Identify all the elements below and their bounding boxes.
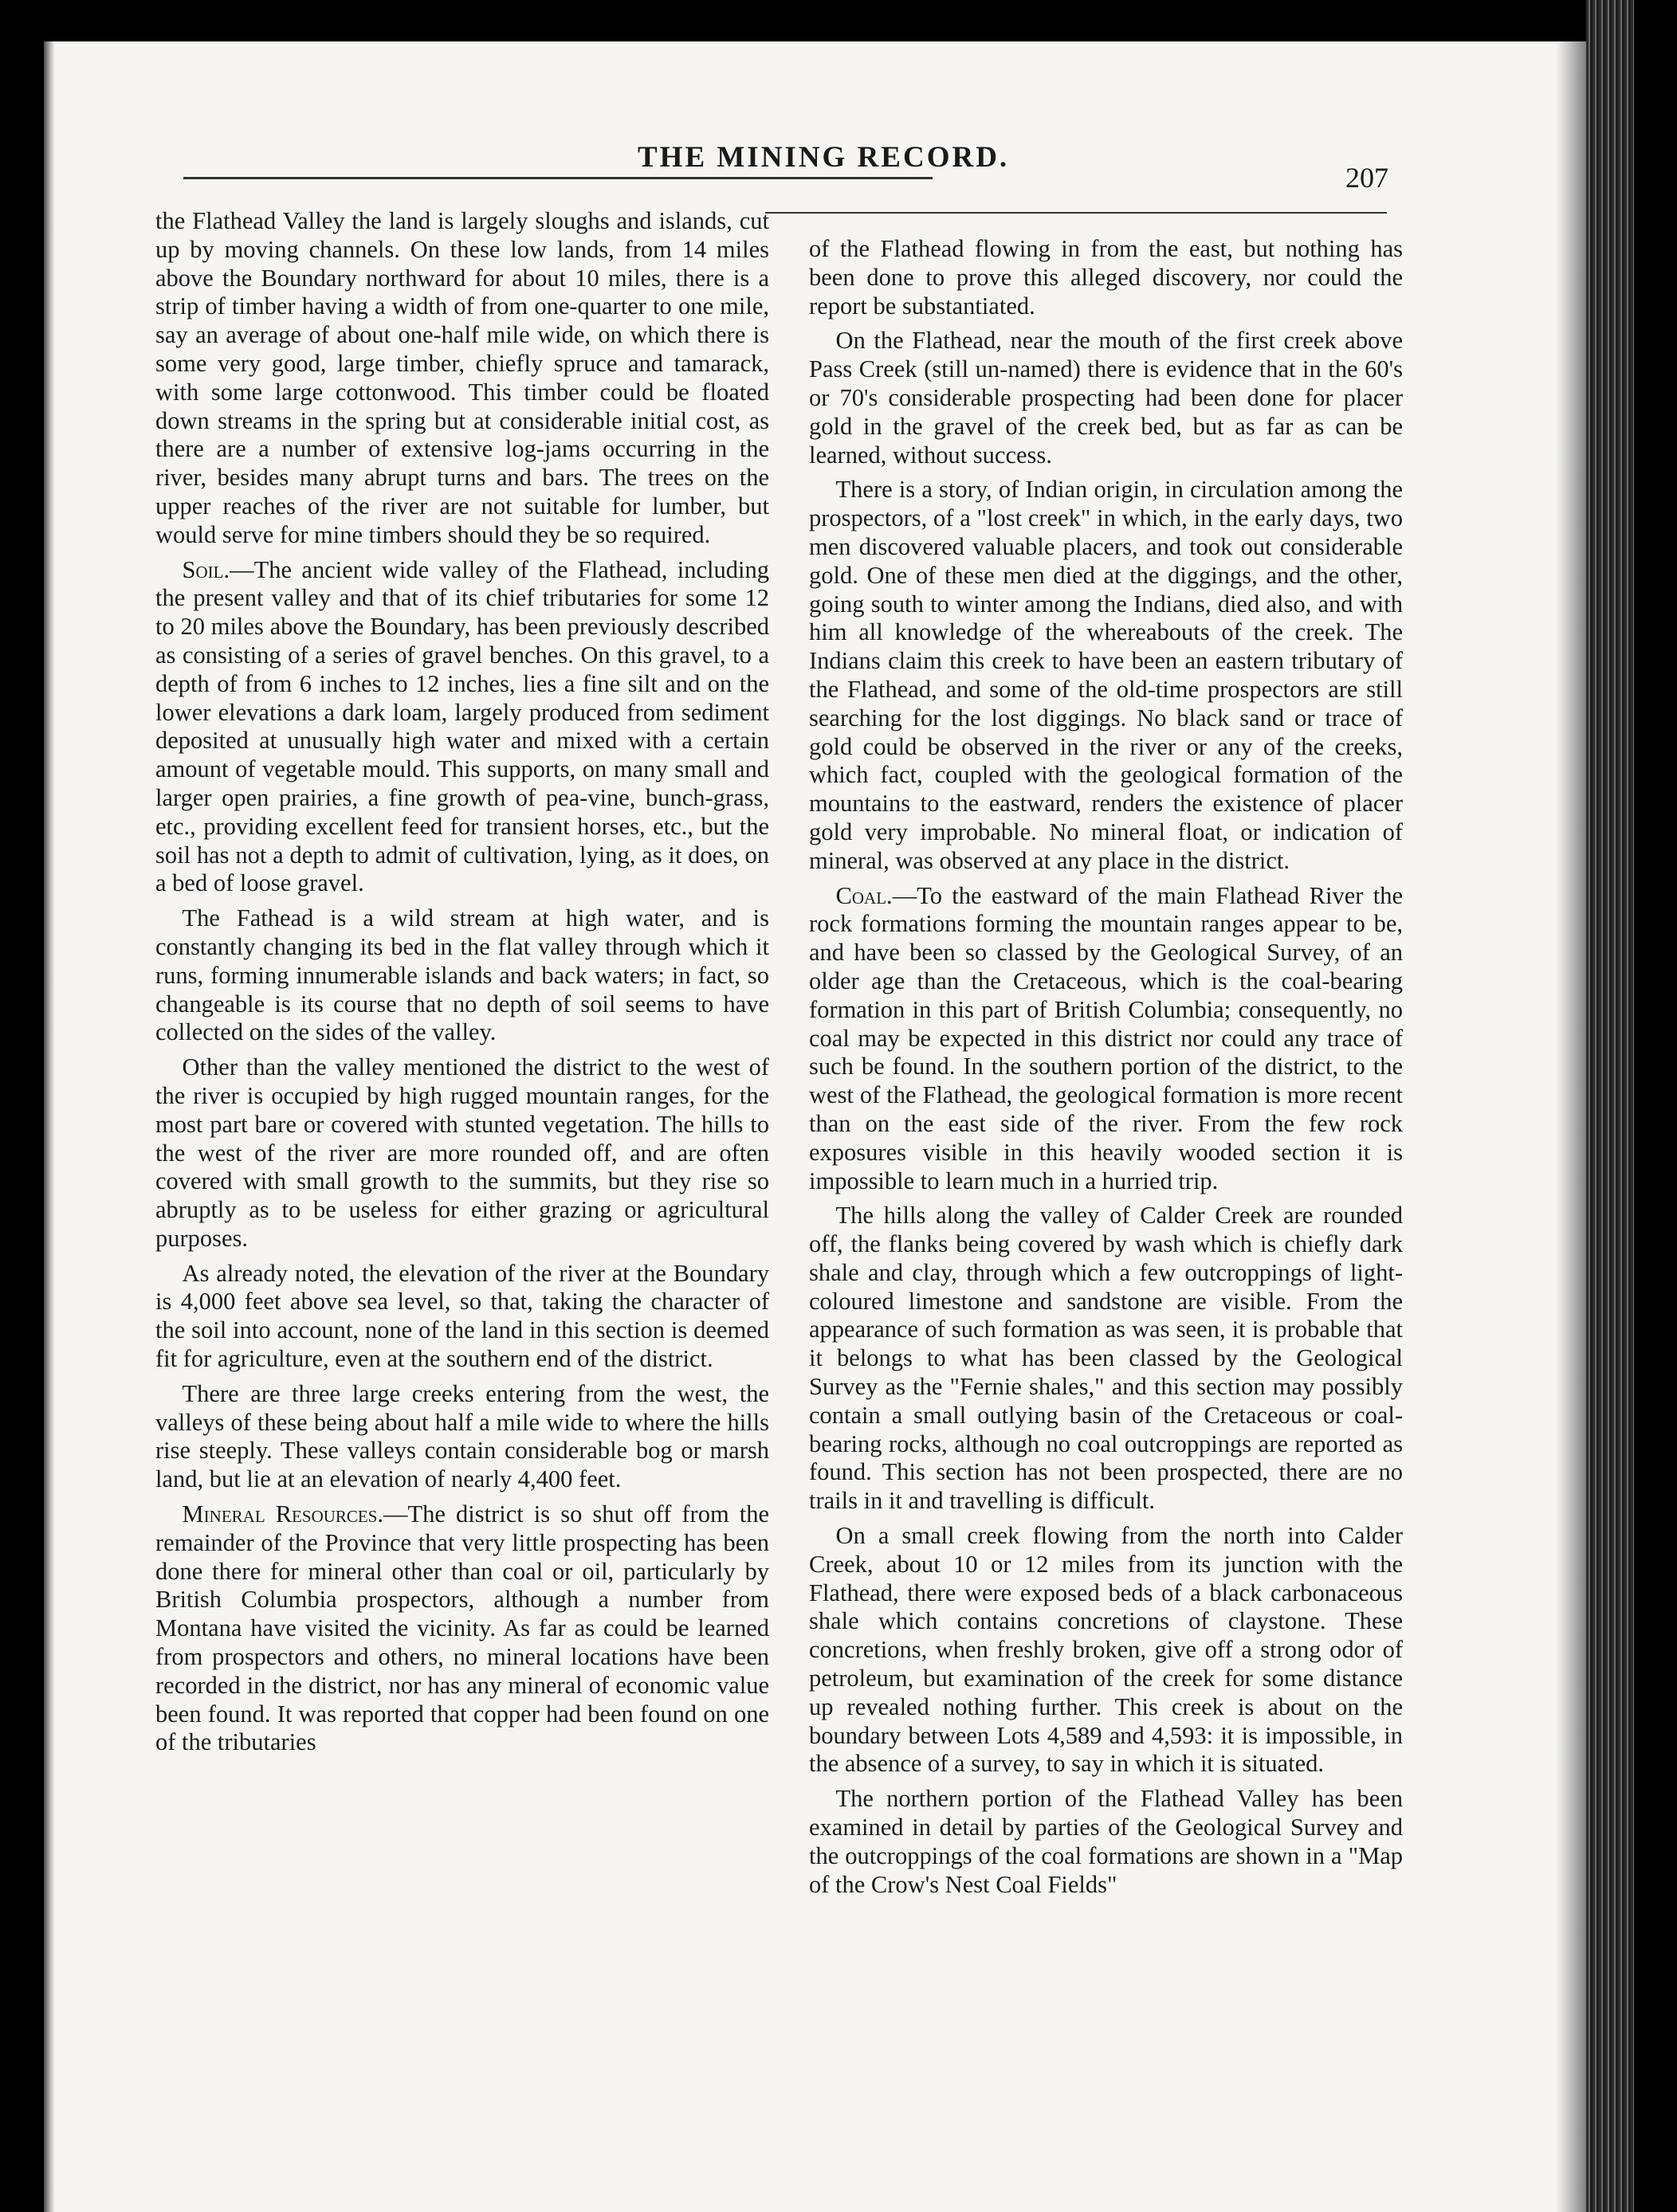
paragraph: Mineral Resources.—The district is so shut off from the remainder of the Province that very little prospecting has been done there for mineral other than coal or oil, particularly by British Columbia prospectors, although a number from Montana have visited the vicinity. As far as could be learned from prospectors and others, no mineral locations have been recorded in the district, nor has any mineral of economic value been found. It was reported that copper had been found on one of the tributaries: [155, 1500, 769, 1756]
paragraph: As already noted, the elevation of the river at the Boundary is 4,000 feet above sea level, so that, taking the character of the soil into account, none of the land in this section is deemed fit for agriculture, even at the southern end of the district.: [155, 1259, 769, 1373]
section-lead: Coal.: [835, 881, 893, 909]
paragraph: On a small creek flowing from the north into Calder Creek, about 10 or 12 miles from its junction with the Flathead, there were exposed beds of a black carbonaceous shale which contains concretions of claystone. These concretions, when freshly broken, give off a strong odor of petroleum, but examination of the creek for some distance up revealed nothing further. This creek is about on the boundary between Lots 4,589 and 4,593: it is impossible, in the absence of a survey, to say in which it is situated.: [809, 1522, 1403, 1778]
section-lead: Mineral Resources.: [182, 1500, 384, 1528]
left-column: [155, 207, 769, 1763]
paragraph: On the Flathead, near the mouth of the first creek above Pass Creek (still un-named) there is evidence that in the 60's or 70's considerable prospecting had been done for placer gold in the gravel of the creek bed, but as far as can be learned, without success.: [809, 327, 1403, 469]
paragraph: the Flathead Valley the land is largely sloughs and islands, cut up by moving channels. On these low lands, from 14 miles above the Boundary northward for about 10 miles, there is a strip of timber having a width of from one-quarter to one mile, say an average of about one-half mile wide, on which there is some very good, large timber, chiefly spruce and tamarack, with some large cottonwood. This timber could be floated down streams in the spring but at considerable initial cost, as there are a number of extensive log-jams occurring in the river, besides many abrupt turns and bars. The trees on the upper reaches of the river are not suitable for lumber, but would serve for mine timbers should they be so required.: [155, 207, 769, 548]
running-head: THE MINING RECORD.: [638, 141, 1010, 174]
paragraph: Coal.—To the eastward of the main Flathead River the rock formations forming the mountain ranges appear to be, and have been so classed by the Geological Survey, of an older age than the Cretaceous, which is the coal-bearing formation in this part of British Columbia; consequently, no coal may be expected in this district nor could any trace of such be found. In the southern portion of the district, to the west of the Flathead, the geological formation is more recent than on the east side of the river. From the few rock exposures visible in this heavily wooded section it is impossible to learn much in a hurried trip.: [809, 881, 1403, 1194]
paragraph: The northern portion of the Flathead Valley has been examined in detail by parties of the Geological Survey and the outcroppings of the coal formations are shown in a "Map of the Crow's Nest Coal Fields": [809, 1785, 1403, 1898]
page-number: 207: [1345, 162, 1388, 194]
paragraph: Other than the valley mentioned the district to the west of the river is occupied by high rugged mountain ranges, for the most part bare or covered with stunted vegetation. The hills to the west of the river are more rounded off, and are often covered with small growth to the summits, but they rise so abruptly as to be useless for either grazing or agricultural purposes.: [155, 1053, 769, 1252]
paragraph: Soil.—The ancient wide valley of the Flathead, including the present valley and that of its chief tributaries for some 12 to 20 miles above the Boundary, has been previously described as consisting of a series of gravel benches. On this gravel, to a depth of from 6 inches to 12 inches, lies a fine silt and on the lower elevations a dark loam, largely produced from sediment deposited at unusually high water and mixed with a certain amount of vegetable mould. This supports, on many small and larger open prairies, a fine growth of pea-vine, bunch-grass, etc., providing excellent feed for transient horses, etc., but the soil has not a depth to admit of cultivation, lying, as it does, on a bed of loose gravel.: [155, 555, 769, 897]
paragraph: The hills along the valley of Calder Creek are rounded off, the flanks being covered by wash which is chiefly dark shale and clay, through which a few outcroppings of light-coloured limestone and sandstone are visible. From the appearance of such formation as was seen, it is probable that it belongs to what has been classed by the Geological Survey as the "Fernie shales," and this section may possibly contain a small outlying basin of the Cretaceous or coal-bearing rocks, although no coal outcroppings are reported as found. This section has not been prospected, there are no trails in it and travelling is difficult.: [809, 1202, 1403, 1515]
right-column: [809, 235, 1403, 1905]
header-rule-left: [183, 177, 933, 179]
section-lead: Soil.: [182, 555, 230, 583]
paragraph: The Fathead is a wild stream at high water, and is constantly changing its bed in the flat valley through which it runs, forming innumerable islands and back waters; in fact, so changeable is its course that no depth of soil seems to have collected on the sides of the valley.: [155, 904, 769, 1046]
paragraph: There are three large creeks entering from the west, the valleys of these being about half a mile wide to where the hills rise steeply. These valleys contain considerable bog or marsh land, but lie at an elevation of nearly 4,400 feet.: [155, 1379, 769, 1493]
page-gutter-shadow: [1556, 41, 1588, 2212]
paragraph: There is a story, of Indian origin, in circulation among the prospectors, of a "lost creek" in which, in the early days, two men discovered valuable placers, and took out considerable gold. One of these men died at the diggings, and the other, going south to winter among the Indians, died also, and with him all knowledge of the whereabouts of the creek. The Indians claim this creek to have been an eastern tributary of the Flathead, and some of the old-time prospectors are still searching for the lost diggings. No black sand or trace of gold could be observed in the river or any of the creeks, which fact, coupled with the geological formation of the mountains to the eastward, renders the existence of placer gold very improbable. No mineral float, or indication of mineral, was observed at any place in the district.: [809, 476, 1403, 874]
paragraph: of the Flathead flowing in from the east, but nothing has been done to prove this alleged discovery, nor could the report be substantiated.: [809, 235, 1403, 320]
header-rule-right: [765, 212, 1387, 214]
book-edge: [1586, 0, 1634, 2212]
